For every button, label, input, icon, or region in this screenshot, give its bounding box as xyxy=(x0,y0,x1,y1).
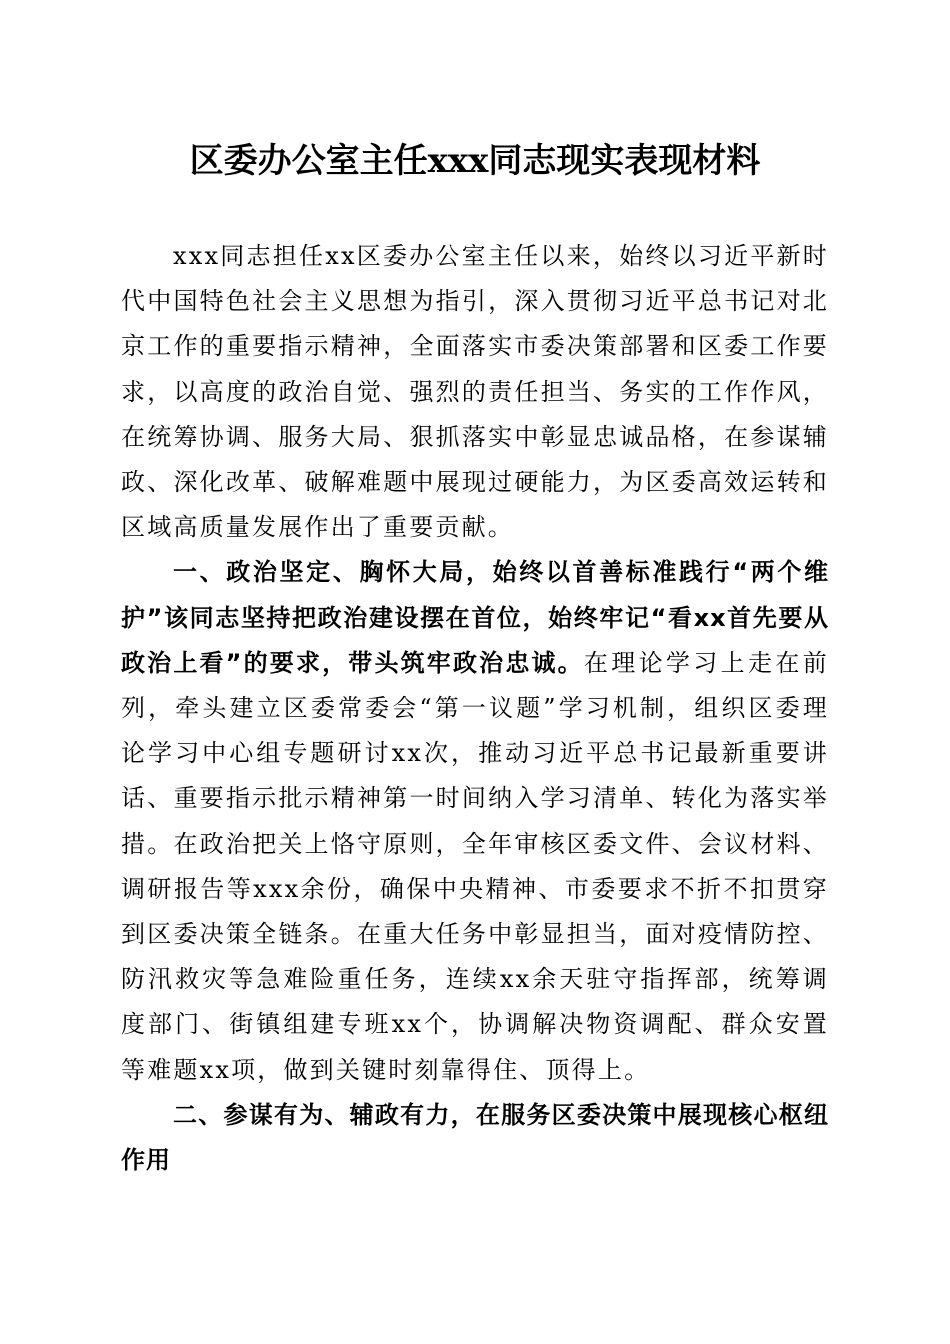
section-1-body: 在理论学习上走在前列，牵头建立区委常委会“第一议题”学习机制，组织区委理论学习中心组专题研讨xx次，推动习近平总书记最新重要讲话、重要指示批示精神第一时间纳入学习清单、转化为落实举措。在政治把关上恪守原则，全年审核区委文件、会议材料、调研报告等xxx余份，确保中央精神、市委要求不折不扣贯穿到区委决策全链条。在重大任务中彰显担当，面对疫情防控、防汛救灾等急难险重任务，连续xx余天驻守指挥部，统筹调度部门、街镇组建专班xx个，协调解决物资调配、群众安置等难题xx项，做到关键时刻靠得住、顶得上。 xyxy=(121,648,829,1084)
intro-paragraph: xxx同志担任xx区委办公室主任以来，始终以习近平新时代中国特色社会主义思想为指引，深入贯彻习近平总书记对北京工作的重要指示精神，全面落实市委决策部署和区委工作要求，以高度的政治自觉、强烈的责任担当、务实的工作作风，在统筹协调、服务大局、狠抓落实中彰显忠诚品格，在参谋辅政、深化改革、破解难题中展现过硬能力，为区委高效运转和区域高质量发展作出了重要贡献。 xyxy=(121,242,829,542)
section-2-heading: 二、参谋有为、辅政有力，在服务区委决策中展现核心枢纽作用 xyxy=(121,1100,829,1175)
document-body xyxy=(121,234,829,1183)
document-title: 区委办公室主任xxx同志现实表现材料 xyxy=(189,141,761,181)
section-1-paragraph xyxy=(121,550,829,1092)
section-1-heading: 一、政治坚定、胸怀大局，始终以首善标准践行“两个维护”该同志坚持把政治建设摆在首位，始终牢记“看xx首先要从政治上看”的要求，带头筑牢政治忠诚。 xyxy=(121,558,829,677)
